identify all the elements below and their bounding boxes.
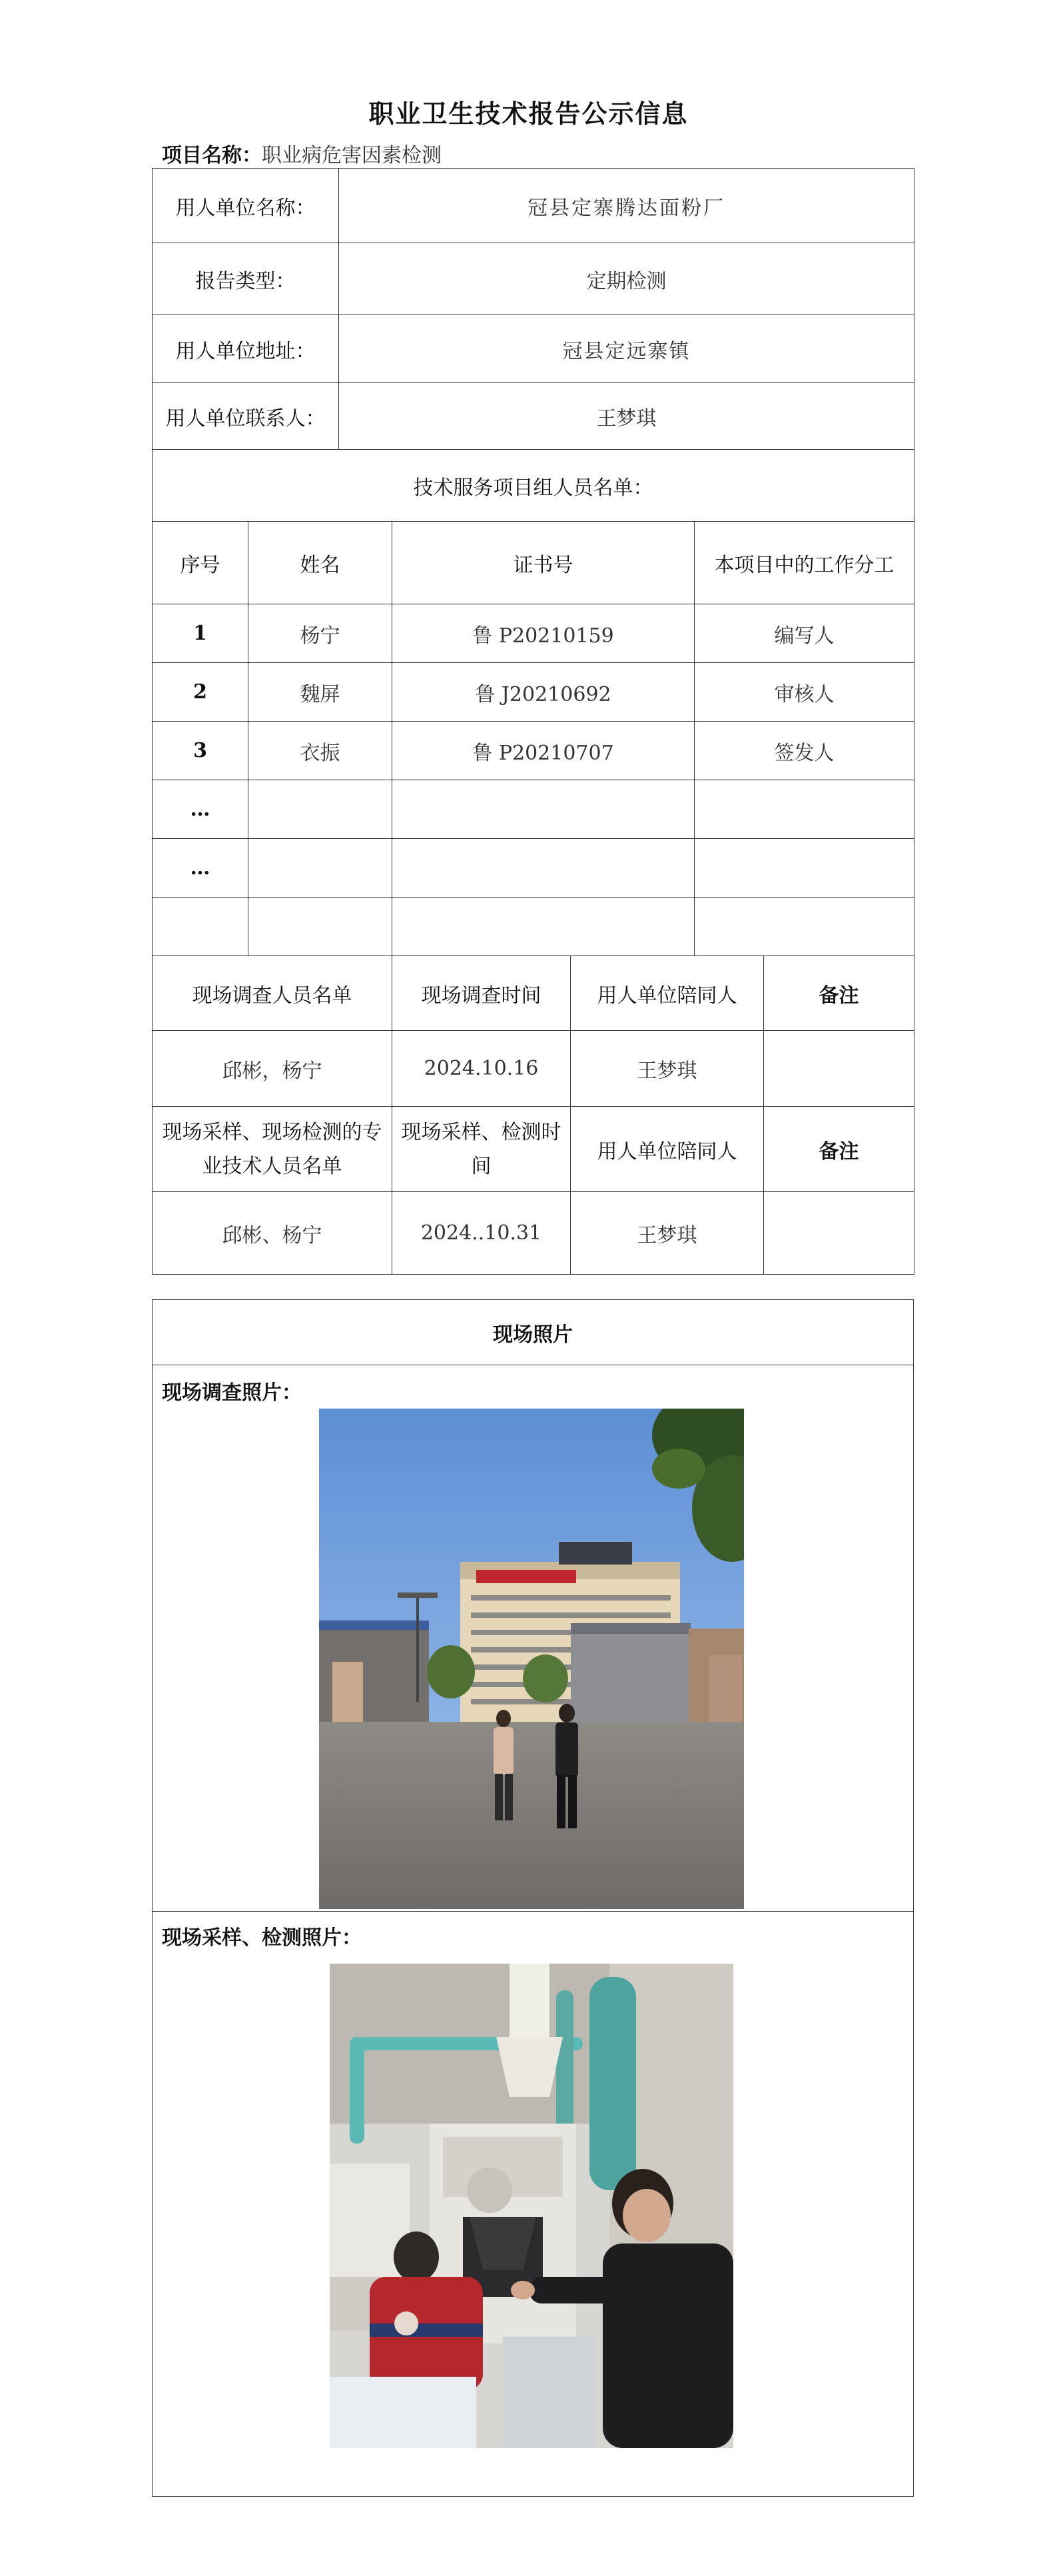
team-col-name: 姓名 — [248, 522, 392, 604]
page-title: 职业卫生技术报告公示信息 — [368, 99, 689, 129]
sampling-time: 2024..10.31 — [392, 1192, 571, 1275]
team-role — [695, 898, 914, 956]
team-role: 编写人 — [695, 604, 914, 663]
project-value: 职业病危害因素检测 — [262, 144, 442, 167]
unit-name-label: 用人单位名称： — [153, 169, 339, 243]
sampling-col-staff: 现场采样、现场检测的专业技术人员名单 — [153, 1107, 392, 1192]
table-row — [153, 1192, 914, 1275]
table-row — [153, 839, 914, 898]
survey-col-escort: 用人单位陪同人 — [571, 956, 764, 1031]
team-seq: … — [153, 780, 248, 839]
address-value: 冠县定远寨镇 — [339, 315, 914, 383]
sampling-col-escort: 用人单位陪同人 — [571, 1107, 764, 1192]
survey-escort: 王梦琪 — [571, 1031, 764, 1107]
contact-label: 用人单位联系人： — [153, 383, 339, 450]
team-seq: 1 — [153, 604, 248, 663]
report-type-label: 报告类型： — [153, 243, 339, 315]
team-cert — [392, 839, 695, 898]
team-seq: 2 — [153, 663, 248, 722]
team-role — [695, 839, 914, 898]
team-name — [248, 780, 392, 839]
photo-divider — [153, 1911, 913, 1912]
survey-photo — [319, 1409, 744, 1909]
team-cert: 鲁 J20210692 — [392, 663, 695, 722]
team-role — [695, 780, 914, 839]
team-cert: 鲁 P20210707 — [392, 722, 695, 780]
team-header-row — [153, 522, 914, 604]
team-name: 衣振 — [248, 722, 392, 780]
sampling-photo-label: 现场采样、检测照片： — [162, 1926, 362, 1950]
team-name — [248, 839, 392, 898]
survey-col-time: 现场调查时间 — [392, 956, 571, 1031]
team-heading: 技术服务项目组人员名单： — [153, 450, 914, 522]
team-seq — [153, 898, 248, 956]
sampling-col-time: 现场采样、检测时间 — [392, 1107, 571, 1192]
sampling-remark — [764, 1192, 914, 1275]
survey-header-row — [153, 956, 914, 1031]
team-role: 签发人 — [695, 722, 914, 780]
table-row — [153, 780, 914, 839]
photo-section — [152, 1299, 914, 2497]
sampling-escort: 王梦琪 — [571, 1192, 764, 1275]
team-cert — [392, 780, 695, 839]
team-col-seq: 序号 — [153, 522, 248, 604]
survey-table — [152, 956, 914, 1275]
address-label: 用人单位地址： — [153, 315, 339, 383]
table-row — [153, 604, 914, 663]
sampling-col-remark: 备注 — [764, 1107, 914, 1192]
contact-value: 王梦琪 — [339, 383, 914, 450]
survey-photo-label: 现场调查照片： — [162, 1381, 302, 1405]
team-cert: 鲁 P20210159 — [392, 604, 695, 663]
survey-photo-image — [319, 1409, 744, 1909]
team-name: 魏屏 — [248, 663, 392, 722]
survey-remark — [764, 1031, 914, 1107]
survey-staff: 邱彬，杨宁 — [153, 1031, 392, 1107]
table-row — [153, 722, 914, 780]
sampling-header-row — [153, 1107, 914, 1192]
survey-col-staff: 现场调查人员名单 — [153, 956, 392, 1031]
team-name — [248, 898, 392, 956]
team-seq: 3 — [153, 722, 248, 780]
unit-info-table — [152, 168, 914, 450]
team-col-role: 本项目中的工作分工 — [695, 522, 914, 604]
project-line — [162, 139, 442, 168]
unit-name-value: 冠县定寨腾达面粉厂 — [339, 169, 914, 243]
team-cert — [392, 898, 695, 956]
project-label: 项目名称： — [162, 144, 262, 167]
survey-time: 2024.10.16 — [392, 1031, 571, 1107]
sampling-photo — [330, 1964, 733, 2448]
team-seq: … — [153, 839, 248, 898]
table-row — [153, 663, 914, 722]
survey-col-remark: 备注 — [764, 956, 914, 1031]
table-row — [153, 898, 914, 956]
report-type-value: 定期检测 — [339, 243, 914, 315]
team-name: 杨宁 — [248, 604, 392, 663]
team-table — [152, 449, 914, 956]
sampling-photo-image — [330, 1964, 733, 2448]
sampling-staff: 邱彬、杨宁 — [153, 1192, 392, 1275]
team-role: 审核人 — [695, 663, 914, 722]
team-col-cert: 证书号 — [392, 522, 695, 604]
table-row — [153, 1031, 914, 1107]
photo-heading: 现场照片 — [153, 1300, 913, 1365]
